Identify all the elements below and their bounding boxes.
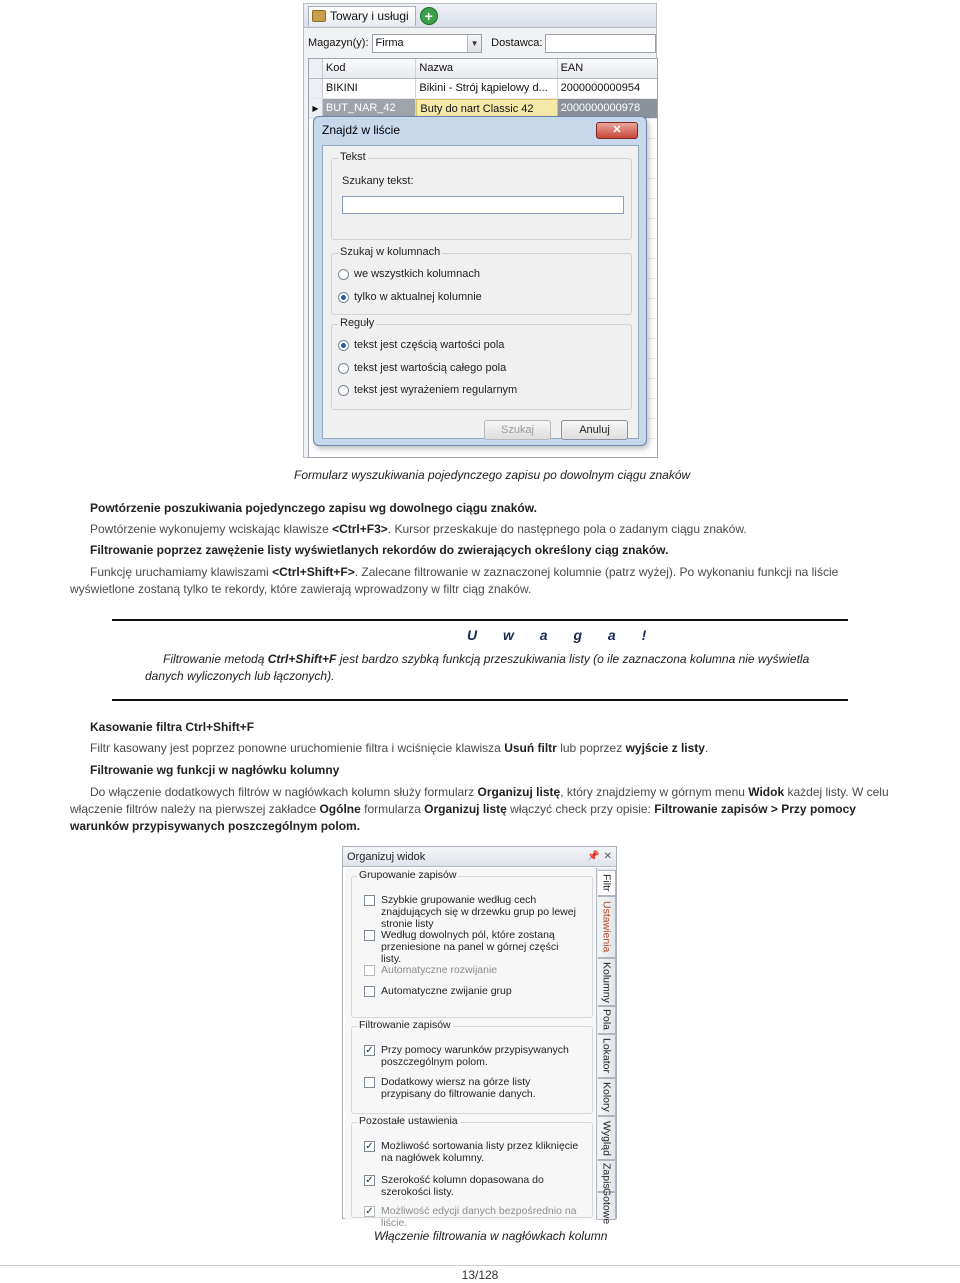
radio-label: we wszystkich kolumnach: [354, 268, 480, 280]
vertical-tab-strip: [596, 868, 616, 1225]
close-icon[interactable]: ✕: [596, 122, 638, 139]
search-button[interactable]: Szukaj: [484, 420, 551, 440]
checkbox-icon: [364, 986, 375, 997]
tab-lokator[interactable]: Lokator: [598, 1034, 616, 1078]
organize-view-screenshot: [342, 846, 617, 1229]
checkbox-label: Automatyczne rozwijanie: [381, 964, 498, 976]
filtering-group: [351, 1019, 593, 1114]
checkbox-header-sort[interactable]: [364, 1140, 579, 1164]
chevron-down-icon[interactable]: ▼: [467, 35, 481, 52]
paragraph-repeat-search: Powtórzenie wykonujemy wciskając klawisze <Ctrl+F3>. Kursor przeskakuje do następnego pola o zadanym ciągu znaków.: [90, 522, 747, 536]
dialog-titlebar: [314, 117, 646, 143]
magazyn-label: Magazyn(y):: [308, 37, 369, 49]
find-in-list-dialog: [313, 116, 647, 446]
footer-divider: [0, 1265, 960, 1266]
cell-nazwa: Buty do nart Classic 42: [416, 99, 557, 118]
cell-nazwa: Bikini - Strój kąpielowy d...: [416, 79, 557, 98]
checkbox-label: Przy pomocy warunków przypisywanych poszczególnym polom.: [381, 1044, 569, 1068]
checkbox-icon: [364, 930, 375, 941]
heading-header-filter: Filtrowanie wg funkcji w nagłówku kolumny: [90, 763, 340, 777]
radio-checked-icon: [338, 292, 349, 303]
checkmark-icon: ✓: [365, 1206, 374, 1217]
checkbox-label: Szybkie grupowanie według cech znajdujących się w drzewku grup po lewej stronie listy: [381, 894, 576, 930]
column-header-nazwa[interactable]: Nazwa: [416, 59, 557, 78]
grid-header: [309, 59, 657, 79]
checkbox-auto-collapse[interactable]: [364, 985, 579, 997]
checkmark-icon: ✓: [365, 1141, 374, 1152]
column-header-ean[interactable]: EAN: [560, 62, 584, 74]
other-settings-group: [351, 1115, 593, 1229]
search-label: Szukany tekst:: [342, 175, 414, 187]
group-label: Pozostałe ustawienia: [359, 1115, 458, 1127]
filter-tab-content: [345, 868, 597, 1229]
radio-label: tekst jest wyrażeniem regularnym: [354, 384, 518, 396]
cell-ean: 2000000000978: [558, 99, 657, 118]
checkbox-fit-columns[interactable]: [364, 1174, 579, 1198]
group-label: Tekst: [340, 151, 366, 163]
dostawca-label: Dostawca:: [491, 37, 543, 49]
note-title: U w a g a !: [467, 627, 658, 643]
note-text: Filtrowanie metodą Ctrl+Shift+F jest bardzo szybką funkcją przeszukiwania listy (o ile zaznaczona kolumna nie wyświetla danych wyliczonych lub łączonych).: [145, 652, 810, 683]
radio-checked-icon: [338, 340, 349, 351]
panel-titlebar: [343, 847, 616, 867]
row-indicator-header: [309, 59, 323, 78]
checkbox-field-conditions[interactable]: [364, 1044, 579, 1068]
heading-repeat-search: Powtórzenie poszukiwania pojedynczego zapisu wg dowolnego ciągu znaków.: [90, 501, 537, 515]
tab-bar: [304, 4, 656, 28]
rules-group: [331, 317, 632, 410]
heading-clear-filter: Kasowanie filtra Ctrl+Shift+F: [90, 720, 255, 734]
cell-ean: 2000000000954: [560, 82, 641, 94]
products-icon: [312, 10, 326, 22]
tab-label: Towary i usługi: [330, 9, 409, 23]
text-group: [331, 151, 632, 240]
magazyn-select[interactable]: [372, 34, 483, 53]
tab-kolumny[interactable]: Kolumny: [598, 958, 616, 1006]
caption-organize-view: Włączenie filtrowania w nagłówkach kolumn: [374, 1229, 608, 1243]
column-header-kod[interactable]: Kod: [323, 59, 416, 78]
radio-icon: [338, 385, 349, 396]
magazyn-value: Firma: [375, 37, 404, 49]
radio-label: tekst jest wartością całego pola: [354, 362, 507, 374]
close-icon[interactable]: ✕: [603, 851, 612, 862]
tab-gotowe[interactable]: Gotowe: [598, 1192, 616, 1220]
checkbox-label: Możliwość edycji danych bezpośrednio na liście.: [381, 1205, 577, 1229]
columns-group: [331, 246, 632, 315]
caption-find-form: Formularz wyszukiwania pojedynczego zapisu po dowolnym ciągu znaków: [294, 468, 691, 482]
radio-all-columns[interactable]: [338, 268, 480, 280]
paragraph-filtering: Funkcję uruchamiamy klawiszami <Ctrl+Shift+F>. Zalecane filtrowanie w zaznaczonej kolumnie (patrz wyżej). Po wykonaniu funkcji na liście wyświetlone zostaną tylko te rekordy, które zawierają wprowadzony w filtr ciąg znaków.: [70, 565, 839, 596]
checkbox-icon: [364, 895, 375, 906]
group-label: Reguły: [340, 317, 375, 329]
tab-zapis[interactable]: Zapis: [598, 1160, 616, 1192]
page-number: 13/128: [461, 1268, 499, 1282]
note-divider-bottom: [112, 699, 848, 701]
tab-pola[interactable]: Pola: [598, 1006, 616, 1034]
add-tab-icon[interactable]: +: [420, 7, 438, 25]
checkbox-filter-row[interactable]: [364, 1076, 579, 1100]
checkbox-quick-grouping[interactable]: [364, 894, 579, 930]
current-row-arrow-icon: ▶: [309, 99, 323, 118]
panel-title: Organizuj widok: [347, 850, 426, 863]
checkbox-label: Dodatkowy wiersz na górze listy przypisany do filtrowanie danych.: [381, 1076, 536, 1100]
cell-kod: BUT_NAR_42: [323, 99, 416, 118]
radio-rule-whole[interactable]: [338, 362, 506, 374]
dialog-title: Znajdź w liście: [322, 123, 401, 137]
group-label: Szukaj w kolumnach: [340, 246, 441, 258]
checkmark-icon: ✓: [365, 1045, 374, 1056]
heading-filtering: Filtrowanie poprzez zawężenie listy wyświetlanych rekordów do zwierających określony ciąg znaków.: [90, 543, 669, 557]
checkbox-label: Według dowolnych pól, które zostaną przeniesione na panel w górnej części listy.: [381, 929, 559, 965]
grouping-group: [351, 869, 593, 1018]
cell-kod: BIKINI: [323, 79, 416, 98]
radio-label: tekst jest częścią wartości pola: [354, 339, 505, 351]
dialog-body: [322, 145, 639, 439]
tab-filtr[interactable]: Filtr: [598, 870, 616, 896]
radio-rule-part[interactable]: [338, 339, 504, 351]
note-divider-top: [112, 619, 848, 621]
group-label: Filtrowanie zapisów: [359, 1019, 451, 1031]
radio-current-column[interactable]: [338, 291, 482, 303]
row-indicator: [309, 79, 323, 98]
table-row[interactable]: [309, 79, 657, 99]
tab-kolory[interactable]: Kolory: [598, 1078, 616, 1116]
checkbox-inline-edit[interactable]: [364, 1205, 579, 1229]
filter-toolbar: [304, 28, 656, 58]
radio-icon: [338, 363, 349, 374]
search-input[interactable]: [342, 196, 624, 214]
tab-wyglad[interactable]: Wygląd: [598, 1116, 616, 1160]
cancel-button[interactable]: Anuluj: [561, 420, 628, 440]
checkbox-icon: [364, 965, 375, 976]
checkbox-auto-expand[interactable]: [364, 964, 579, 976]
tab-ustawienia[interactable]: Ustawienia: [598, 896, 616, 958]
checkbox-field-grouping[interactable]: [364, 929, 579, 965]
checkbox-label: Możliwość sortowania listy przez kliknięcie na nagłówek kolumny.: [381, 1140, 579, 1164]
radio-rule-regex[interactable]: [338, 384, 517, 396]
group-label: Grupowanie zapisów: [359, 869, 457, 881]
tab-towary-i-uslugi[interactable]: [308, 6, 416, 26]
dostawca-input[interactable]: [545, 34, 656, 53]
radio-label: tylko w aktualnej kolumnie: [354, 291, 482, 303]
checkmark-icon: ✓: [365, 1175, 374, 1186]
checkbox-label: Szerokość kolumn dopasowana do szerokości listy.: [381, 1174, 544, 1198]
paragraph-header-filter: Do włączenie dodatkowych filtrów w nagłówkach kolumn służy formularz Organizuj listę, który znajdziemy w górnym menu Widok każdej listy. W celu włączenie filtrów należy na pierwszej zakładce Ogólne formularza Organizuj listę włączyć check przy opisie: Filtrowanie zapisów > Przy pomocy warunków przypisywanych poszczególnym polom.: [70, 785, 889, 833]
radio-icon: [338, 269, 349, 280]
paragraph-clear-filter: Filtr kasowany jest poprzez ponowne uruchomienie filtra i wciśnięcie klawisza Usuń filtr lub poprzez wyjście z listy.: [90, 741, 709, 755]
pin-icon[interactable]: 📌: [587, 851, 600, 862]
checkbox-label: Automatyczne zwijanie grup: [381, 985, 512, 997]
checkbox-icon: [364, 1077, 375, 1088]
